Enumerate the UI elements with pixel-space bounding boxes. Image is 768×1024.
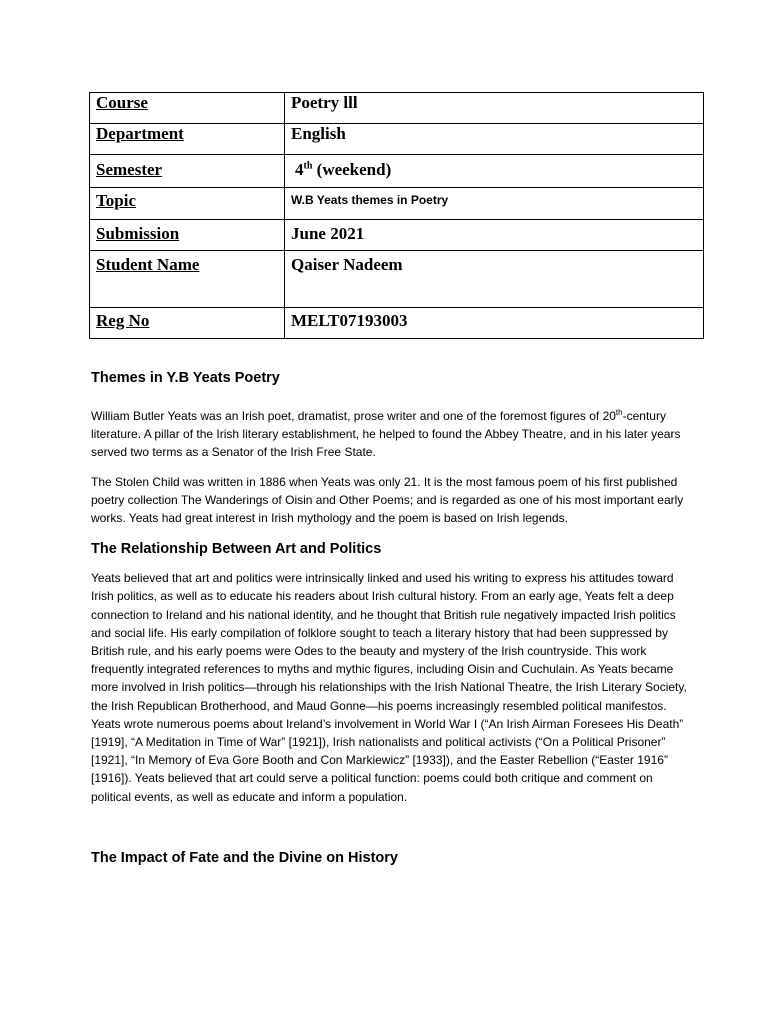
course-label: Course <box>96 93 148 112</box>
section-heading: The Relationship Between Art and Politics <box>91 541 382 558</box>
topic-label: Topic <box>96 191 137 210</box>
table-row <box>90 155 704 188</box>
paragraph: Yeats believed that art and politics were intrinsically linked and used his writing to express his attitudes toward Irish politics, as well as to educate his readers about Irish cultural history. From an early age, Yeats felt a deep connection to Ireland and his national identity, and he thought that British rule negatively impacted Irish politics and social life. His early compilation of folklore sought to teach a literary history that had been suppressed by British rule, and his early poems were Odes to the beauty and mystery of the Irish countryside. This work frequently integrated references to myths and mythic figures, including Oisin and Cuchulain. As Yeats became more involved in Irish politics—through his relationships with the Irish National Theatre, the Irish Literary Society, the Irish Republican Brotherhood, and Maud Gonne—his poems increasingly resembled political manifestos. Yeats wrote numerous poems about Ireland’s involvement in World War I (“An Irish Airman Foresees His Death” [1919], “A Meditation in Time of War” [1921]), Irish nationalists and political activists (“On a Political Prisoner” [1921], “In Memory of Eva Gore Booth and Con Markiewicz” [1933]), and the Easter Rebellion (“Easter 1916” [1916]). Yeats believed that art could serve a political function: poems could both critique and comment on political events, as well as educate and inform a population. <box>91 571 687 804</box>
reg-no-label: Reg No <box>96 311 150 330</box>
semester-superscript: th <box>303 160 313 172</box>
reg-no-value: MELT07193003 <box>285 308 704 339</box>
paragraph <box>91 404 691 462</box>
table-row <box>90 93 704 124</box>
superscript: th <box>615 408 623 417</box>
semester-label: Semester <box>96 160 163 179</box>
table-row <box>90 188 704 220</box>
student-name-label: Student Name <box>96 255 200 274</box>
topic-value: W.B Yeats themes in Poetry <box>285 188 704 220</box>
student-name-label-cell <box>90 251 285 308</box>
topic-label-cell <box>90 188 285 220</box>
semester-value <box>285 155 704 188</box>
submission-label-cell <box>90 220 285 251</box>
table-row <box>90 308 704 339</box>
table-row <box>90 220 704 251</box>
reg-no-label-cell <box>90 308 285 339</box>
paragraph-text: William Butler Yeats was an Irish poet, dramatist, prose writer and one of the foremost figures of 20 <box>91 409 616 423</box>
student-name-value: Qaiser Nadeem <box>285 251 704 308</box>
submission-value: June 2021 <box>285 220 704 251</box>
table-row <box>90 124 704 155</box>
paragraph-text: -century literature. A pillar of the Irish literary establishment, he helped to found the Abbey Theatre, and in his later years served two terms as a Senator of the Irish Free State. <box>91 409 681 460</box>
document-body <box>91 368 691 868</box>
paragraph: The Stolen Child was written in 1886 when Yeats was only 21. It is the most famous poem of his first published poetry collection The Wanderings of Oisin and Other Poems; and is regarded as one of his most important early works. Yeats had great interest in Irish mythology and the poem is based on Irish legends. <box>91 474 684 526</box>
section-heading: The Impact of Fate and the Divine on History <box>91 849 398 866</box>
semester-label-cell <box>90 155 285 188</box>
semester-suffix: (weekend) <box>312 160 392 179</box>
department-label: Department <box>96 124 184 143</box>
section-heading: Themes in Y.B Yeats Poetry <box>91 370 280 386</box>
assignment-info-table <box>89 92 704 339</box>
submission-label: Submission <box>96 224 180 243</box>
department-label-cell <box>90 124 285 155</box>
course-label-cell <box>90 93 285 124</box>
table-row <box>90 251 704 308</box>
department-value: English <box>285 124 704 155</box>
semester-number: 4 <box>295 160 304 179</box>
course-value: Poetry lll <box>285 93 704 124</box>
